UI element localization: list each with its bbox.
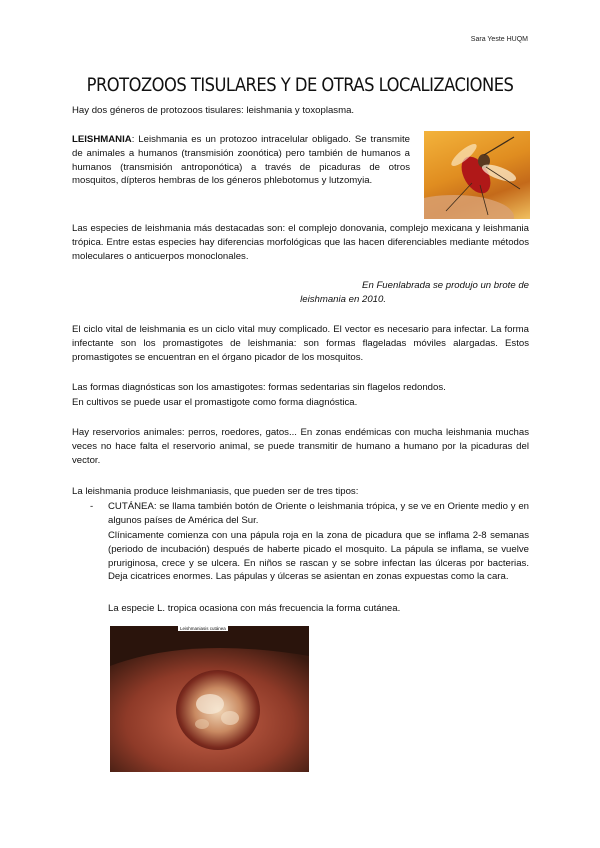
list-dash: - bbox=[90, 501, 94, 512]
cutanea-paragraph-2: Clínicamente comienza con una pápula roja en la zona de picadura que se inflama 2-8 semanas (periodo de incubación) después de haberte picado el mosquito. La pápula se inflama, se vuelve pruriginosa, crece y se ulcera. En niños se rascan y se sobre infectan las úlceras por bacterias. Deja cicatrices enormes. Las pápulas y úlceras se asientan en zonas expuestas como la cara. bbox=[108, 530, 529, 583]
fuenlabrada-note bbox=[72, 279, 529, 307]
cutaneous-lesion-photo bbox=[110, 626, 309, 772]
cycle-paragraph-2: Las formas diagnósticas son los amastigotes: formas sedentarias sin flagelos redondos. bbox=[72, 382, 446, 393]
reservoirs-paragraph: Hay reservorios animales: perros, roedores, gatos... En zonas endémicas con mucha leishmania muchas veces no hace falta el reservorio animal, se puede transmitir de humano a humano por la picaduras del vector. bbox=[72, 427, 529, 466]
author-header: Sara Yeste HUQM bbox=[470, 36, 528, 43]
cycle-paragraph-1: El ciclo vital de leishmania es un ciclo vital muy complicado. El vector es necesario para infectar. La forma infectante son los promastigotes de leishmania: son formas flageladas móviles alargadas. Estos promastigotes se encuentran en el órgano picador de los mosquitos. bbox=[72, 324, 529, 363]
note-line-2: leishmania en 2010. bbox=[300, 293, 386, 305]
image-caption: Leishmaniasis cutánea bbox=[180, 626, 226, 631]
mosquito-photo bbox=[424, 131, 530, 219]
leishmania-heading: LEISHMANIA bbox=[72, 134, 132, 145]
cycle-paragraph-3: En cultivos se puede usar el promastigote como forma diagnóstica. bbox=[72, 397, 358, 408]
intro-paragraph: Hay dos géneros de protozoos tisulares: leishmania y toxoplasma. bbox=[72, 105, 355, 116]
note-line-1: En Fuenlabrada se produjo un brote de bbox=[362, 280, 529, 291]
cutanea-paragraph-3: La especie L. tropica ocasiona con más frecuencia la forma cutánea. bbox=[108, 603, 401, 614]
leishmania-text: : Leishmania es un protozoo intracelular obligado. Se transmite de animales a humanos (transmisión zoonótica) pero también de humanos a humanos (transmisión antroponótica) a través de picaduras de otros mosquitos, dípteros hembras de los géneros phlebotomus y lutzomyia. bbox=[72, 134, 410, 187]
page-title: PROTOZOOS TISULARES Y DE OTRAS LOCALIZACIONES bbox=[86, 74, 514, 96]
cutanea-paragraph-1: CUTÁNEA: se llama también botón de Oriente o leishmania trópica, y se ve en Oriente medio y en algunos países de América del Sur. bbox=[108, 501, 529, 526]
species-paragraph: Las especies de leishmania más destacadas son: el complejo donovania, complejo mexicana y leishmania trópica. Entre estas especies hay diferencias morfológicas que las hacen diferenciables mediante métodos moleculares o anticuerpos monoclonales. bbox=[72, 223, 529, 262]
leishmania-paragraph bbox=[72, 133, 410, 188]
disease-intro: La leishmania produce leishmaniasis, que pueden ser de tres tipos: bbox=[72, 486, 359, 497]
